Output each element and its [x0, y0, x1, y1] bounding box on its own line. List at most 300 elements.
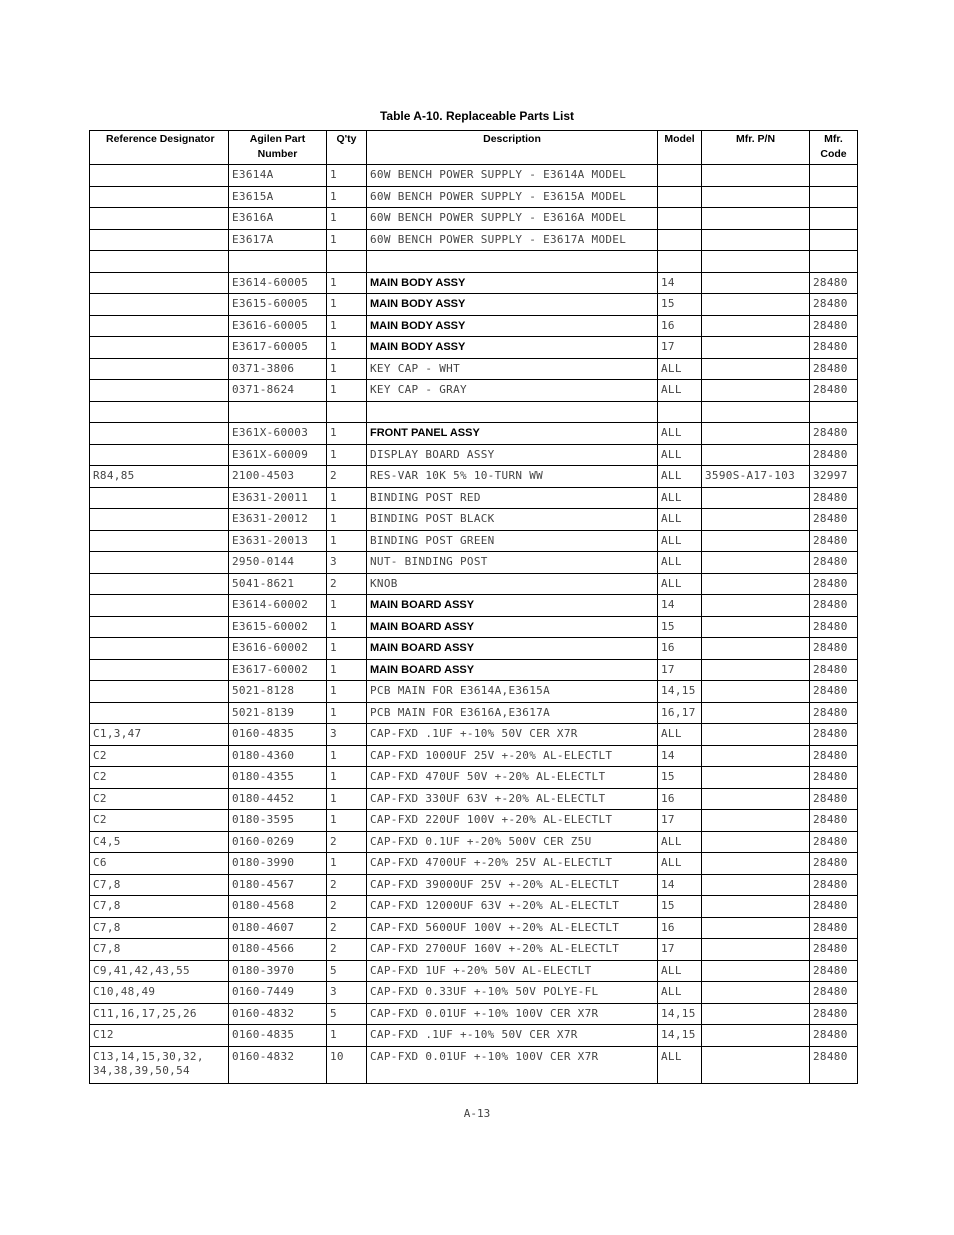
table-row — [90, 659, 858, 681]
cell-mfr-pn — [702, 208, 810, 230]
cell-description: CAP-FXD .1UF +-10% 50V CER X7R — [367, 724, 658, 746]
cell-reference-designator: C10,48,49 — [90, 982, 229, 1004]
cell-part-number: E3617-60002 — [229, 659, 327, 681]
cell-reference-designator: C2 — [90, 788, 229, 810]
cell-qty: 1 — [327, 423, 367, 445]
cell-mfr-code: 28480 — [810, 702, 858, 724]
cell-model: 14,15 — [658, 681, 702, 703]
cell-description: 60W BENCH POWER SUPPLY - E3617A MODEL — [367, 229, 658, 251]
table-row — [90, 853, 858, 875]
cell-qty: 2 — [327, 831, 367, 853]
cell-model: ALL — [658, 1046, 702, 1083]
cell-qty: 1 — [327, 659, 367, 681]
table-row — [90, 939, 858, 961]
cell-mfr-pn — [702, 810, 810, 832]
cell-reference-designator — [90, 444, 229, 466]
cell-qty: 1 — [327, 487, 367, 509]
cell-part-number: 0180-4355 — [229, 767, 327, 789]
cell-model: ALL — [658, 982, 702, 1004]
cell-model: 14,15 — [658, 1003, 702, 1025]
cell-qty: 1 — [327, 702, 367, 724]
cell-mfr-pn — [702, 595, 810, 617]
cell-description: 60W BENCH POWER SUPPLY - E3615A MODEL — [367, 186, 658, 208]
cell-mfr-pn — [702, 509, 810, 531]
header-mfr-pn: Mfr. P/N — [702, 131, 810, 165]
cell-description: RES-VAR 10K 5% 10-TURN WW — [367, 466, 658, 488]
cell-part-number: 5021-8128 — [229, 681, 327, 703]
cell-mfr-pn — [702, 788, 810, 810]
header-model: Model — [658, 131, 702, 165]
cell-reference-designator — [90, 595, 229, 617]
cell-mfr-pn — [702, 315, 810, 337]
cell-reference-designator — [90, 380, 229, 402]
cell-reference-designator — [90, 165, 229, 187]
cell-description: BINDING POST BLACK — [367, 509, 658, 531]
cell-model: 17 — [658, 810, 702, 832]
table-row — [90, 509, 858, 531]
cell-mfr-pn — [702, 487, 810, 509]
cell-description: MAIN BOARD ASSY — [367, 659, 658, 681]
cell-model: 16,17 — [658, 702, 702, 724]
cell-model: ALL — [658, 423, 702, 445]
cell-part-number — [229, 251, 327, 273]
cell-mfr-pn — [702, 702, 810, 724]
cell-model: 15 — [658, 294, 702, 316]
cell-mfr-pn — [702, 1046, 810, 1083]
table-row — [90, 573, 858, 595]
cell-mfr-code: 28480 — [810, 896, 858, 918]
cell-mfr-code: 28480 — [810, 272, 858, 294]
cell-part-number: E3614A — [229, 165, 327, 187]
cell-description — [367, 251, 658, 273]
cell-model: ALL — [658, 853, 702, 875]
cell-description: BINDING POST GREEN — [367, 530, 658, 552]
table-row — [90, 358, 858, 380]
cell-description: CAP-FXD 5600UF 100V +-20% AL-ELECTLT — [367, 917, 658, 939]
cell-qty: 1 — [327, 616, 367, 638]
cell-mfr-pn — [702, 831, 810, 853]
cell-mfr-pn — [702, 1025, 810, 1047]
table-row — [90, 1046, 858, 1083]
cell-qty: 2 — [327, 874, 367, 896]
cell-mfr-code: 28480 — [810, 616, 858, 638]
table-row — [90, 874, 858, 896]
cell-reference-designator: R84,85 — [90, 466, 229, 488]
table-row — [90, 186, 858, 208]
header-reference-designator: Reference Designator — [90, 131, 229, 165]
cell-model: 14 — [658, 874, 702, 896]
cell-part-number: E3617A — [229, 229, 327, 251]
cell-qty: 5 — [327, 960, 367, 982]
cell-model: ALL — [658, 444, 702, 466]
table-row — [90, 487, 858, 509]
cell-model — [658, 229, 702, 251]
table-row — [90, 638, 858, 660]
cell-description: MAIN BODY ASSY — [367, 337, 658, 359]
table-row — [90, 982, 858, 1004]
cell-model: 14 — [658, 272, 702, 294]
cell-qty: 1 — [327, 1025, 367, 1047]
cell-mfr-code: 32997 — [810, 466, 858, 488]
cell-model: 14 — [658, 745, 702, 767]
cell-mfr-pn — [702, 939, 810, 961]
cell-reference-designator: C7,8 — [90, 874, 229, 896]
cell-part-number: 0180-3970 — [229, 960, 327, 982]
cell-part-number: E3615A — [229, 186, 327, 208]
cell-description: CAP-FXD .1UF +-10% 50V CER X7R — [367, 1025, 658, 1047]
cell-mfr-code — [810, 229, 858, 251]
cell-qty — [327, 401, 367, 423]
cell-mfr-code: 28480 — [810, 1046, 858, 1083]
cell-part-number: E3614-60002 — [229, 595, 327, 617]
table-title: Table A-10. Replaceable Parts List — [379, 109, 575, 123]
cell-model: 15 — [658, 767, 702, 789]
cell-description: CAP-FXD 330UF 63V +-20% AL-ELECTLT — [367, 788, 658, 810]
cell-model — [658, 401, 702, 423]
cell-reference-designator — [90, 401, 229, 423]
header-mfr-code: Mfr. Code — [810, 131, 858, 165]
cell-mfr-code: 28480 — [810, 638, 858, 660]
cell-qty: 3 — [327, 982, 367, 1004]
cell-qty: 1 — [327, 272, 367, 294]
cell-reference-designator: C13,14,15,30,32, 34,38,39,50,54 — [90, 1046, 229, 1083]
table-row — [90, 380, 858, 402]
cell-qty: 1 — [327, 638, 367, 660]
cell-mfr-code — [810, 165, 858, 187]
cell-reference-designator — [90, 337, 229, 359]
cell-description: MAIN BODY ASSY — [367, 315, 658, 337]
cell-description: CAP-FXD 39000UF 25V +-20% AL-ELECTLT — [367, 874, 658, 896]
cell-reference-designator — [90, 229, 229, 251]
cell-mfr-pn — [702, 229, 810, 251]
table-row — [90, 960, 858, 982]
cell-mfr-code: 28480 — [810, 1025, 858, 1047]
cell-qty: 1 — [327, 810, 367, 832]
cell-part-number: 5041-8621 — [229, 573, 327, 595]
cell-description: CAP-FXD 0.33UF +-10% 50V POLYE-FL — [367, 982, 658, 1004]
cell-model: ALL — [658, 831, 702, 853]
cell-mfr-code: 28480 — [810, 444, 858, 466]
cell-part-number: E3615-60002 — [229, 616, 327, 638]
cell-part-number: 0160-4835 — [229, 1025, 327, 1047]
cell-part-number: E3631-20013 — [229, 530, 327, 552]
cell-mfr-code: 28480 — [810, 530, 858, 552]
cell-model: 17 — [658, 337, 702, 359]
cell-mfr-pn — [702, 552, 810, 574]
header-qty: Q'ty — [327, 131, 367, 165]
cell-mfr-code: 28480 — [810, 810, 858, 832]
cell-description: FRONT PANEL ASSY — [367, 423, 658, 445]
cell-model: 16 — [658, 788, 702, 810]
cell-qty: 1 — [327, 186, 367, 208]
cell-mfr-code: 28480 — [810, 982, 858, 1004]
table-row — [90, 681, 858, 703]
cell-model: 17 — [658, 939, 702, 961]
cell-mfr-pn — [702, 767, 810, 789]
cell-mfr-pn — [702, 165, 810, 187]
cell-mfr-pn — [702, 186, 810, 208]
cell-description: NUT- BINDING POST — [367, 552, 658, 574]
cell-mfr-pn — [702, 874, 810, 896]
cell-mfr-pn — [702, 982, 810, 1004]
cell-model: 17 — [658, 659, 702, 681]
cell-qty: 3 — [327, 552, 367, 574]
cell-description: PCB MAIN FOR E3616A,E3617A — [367, 702, 658, 724]
cell-mfr-code: 28480 — [810, 681, 858, 703]
cell-qty: 1 — [327, 337, 367, 359]
page-number: A-13 — [463, 1107, 491, 1120]
header-description: Description — [367, 131, 658, 165]
cell-model: ALL — [658, 530, 702, 552]
cell-mfr-pn — [702, 638, 810, 660]
cell-mfr-code: 28480 — [810, 315, 858, 337]
cell-reference-designator — [90, 509, 229, 531]
cell-description — [367, 401, 658, 423]
cell-reference-designator — [90, 573, 229, 595]
cell-model: ALL — [658, 573, 702, 595]
cell-mfr-code: 28480 — [810, 831, 858, 853]
table-row — [90, 1025, 858, 1047]
cell-part-number: 0180-4607 — [229, 917, 327, 939]
cell-reference-designator: C1,3,47 — [90, 724, 229, 746]
cell-model: 16 — [658, 638, 702, 660]
cell-part-number: 0180-4567 — [229, 874, 327, 896]
table-row — [90, 208, 858, 230]
cell-mfr-code: 28480 — [810, 917, 858, 939]
cell-qty: 1 — [327, 853, 367, 875]
cell-mfr-code: 28480 — [810, 552, 858, 574]
cell-reference-designator — [90, 358, 229, 380]
cell-part-number: 0160-7449 — [229, 982, 327, 1004]
cell-qty: 1 — [327, 380, 367, 402]
table-row — [90, 294, 858, 316]
cell-mfr-pn — [702, 724, 810, 746]
cell-part-number: E3631-20012 — [229, 509, 327, 531]
cell-description: KEY CAP - GRAY — [367, 380, 658, 402]
cell-description: CAP-FXD 470UF 50V +-20% AL-ELECTLT — [367, 767, 658, 789]
cell-model — [658, 251, 702, 273]
cell-qty: 2 — [327, 573, 367, 595]
cell-qty: 1 — [327, 315, 367, 337]
cell-reference-designator — [90, 552, 229, 574]
cell-mfr-pn — [702, 681, 810, 703]
cell-part-number: 0180-3990 — [229, 853, 327, 875]
cell-reference-designator — [90, 638, 229, 660]
cell-mfr-pn — [702, 444, 810, 466]
cell-mfr-code: 28480 — [810, 487, 858, 509]
cell-mfr-pn — [702, 960, 810, 982]
cell-mfr-pn — [702, 251, 810, 273]
cell-part-number: 0371-8624 — [229, 380, 327, 402]
cell-part-number: 5021-8139 — [229, 702, 327, 724]
cell-qty: 1 — [327, 509, 367, 531]
cell-reference-designator: C6 — [90, 853, 229, 875]
cell-mfr-pn — [702, 659, 810, 681]
cell-mfr-pn — [702, 272, 810, 294]
cell-part-number: E3616-60002 — [229, 638, 327, 660]
table-row — [90, 917, 858, 939]
cell-description: PCB MAIN FOR E3614A,E3615A — [367, 681, 658, 703]
table-row — [90, 272, 858, 294]
cell-model: ALL — [658, 724, 702, 746]
cell-mfr-code: 28480 — [810, 724, 858, 746]
cell-qty: 1 — [327, 788, 367, 810]
cell-mfr-code: 28480 — [810, 939, 858, 961]
cell-qty: 2 — [327, 896, 367, 918]
table-row — [90, 229, 858, 251]
cell-reference-designator: C2 — [90, 767, 229, 789]
cell-part-number: 0180-4566 — [229, 939, 327, 961]
cell-reference-designator — [90, 251, 229, 273]
cell-qty: 3 — [327, 724, 367, 746]
cell-qty: 2 — [327, 939, 367, 961]
cell-model: ALL — [658, 380, 702, 402]
table-row — [90, 724, 858, 746]
cell-description: 60W BENCH POWER SUPPLY - E3614A MODEL — [367, 165, 658, 187]
cell-reference-designator: C7,8 — [90, 896, 229, 918]
cell-mfr-code: 28480 — [810, 788, 858, 810]
cell-mfr-code: 28480 — [810, 960, 858, 982]
cell-qty — [327, 251, 367, 273]
cell-mfr-code: 28480 — [810, 767, 858, 789]
cell-reference-designator — [90, 530, 229, 552]
cell-part-number: 0180-3595 — [229, 810, 327, 832]
cell-part-number: E361X-60009 — [229, 444, 327, 466]
cell-model: ALL — [658, 487, 702, 509]
cell-part-number: 0180-4360 — [229, 745, 327, 767]
cell-qty: 1 — [327, 530, 367, 552]
table-row — [90, 423, 858, 445]
table-row — [90, 165, 858, 187]
cell-model — [658, 165, 702, 187]
cell-description: KEY CAP - WHT — [367, 358, 658, 380]
cell-part-number: 0160-4832 — [229, 1003, 327, 1025]
cell-reference-designator — [90, 315, 229, 337]
header-row — [90, 131, 858, 165]
cell-qty: 2 — [327, 466, 367, 488]
cell-model: ALL — [658, 466, 702, 488]
table-row — [90, 530, 858, 552]
table-row — [90, 831, 858, 853]
cell-description: MAIN BODY ASSY — [367, 294, 658, 316]
cell-part-number: 0160-0269 — [229, 831, 327, 853]
cell-model: 14,15 — [658, 1025, 702, 1047]
table-row — [90, 337, 858, 359]
cell-reference-designator — [90, 681, 229, 703]
table-row — [90, 788, 858, 810]
cell-reference-designator: C7,8 — [90, 917, 229, 939]
cell-mfr-pn — [702, 853, 810, 875]
cell-reference-designator — [90, 659, 229, 681]
cell-model: 16 — [658, 315, 702, 337]
cell-mfr-code — [810, 186, 858, 208]
cell-mfr-code: 28480 — [810, 595, 858, 617]
cell-qty: 1 — [327, 358, 367, 380]
cell-part-number: 0160-4835 — [229, 724, 327, 746]
cell-model: 16 — [658, 917, 702, 939]
cell-description: MAIN BODY ASSY — [367, 272, 658, 294]
cell-part-number: E3631-20011 — [229, 487, 327, 509]
cell-mfr-pn — [702, 423, 810, 445]
cell-description: MAIN BOARD ASSY — [367, 616, 658, 638]
cell-description: CAP-FXD 1UF +-20% 50V AL-ELECTLT — [367, 960, 658, 982]
cell-description: CAP-FXD 220UF 100V +-20% AL-ELECTLT — [367, 810, 658, 832]
cell-reference-designator — [90, 186, 229, 208]
cell-part-number: E361X-60003 — [229, 423, 327, 445]
cell-part-number: 2950-0144 — [229, 552, 327, 574]
cell-description: KNOB — [367, 573, 658, 595]
table-row — [90, 745, 858, 767]
cell-reference-designator — [90, 423, 229, 445]
cell-reference-designator — [90, 616, 229, 638]
cell-qty: 5 — [327, 1003, 367, 1025]
cell-part-number: E3614-60005 — [229, 272, 327, 294]
parts-table — [89, 130, 858, 1084]
cell-reference-designator: C7,8 — [90, 939, 229, 961]
table-row — [90, 702, 858, 724]
cell-mfr-pn — [702, 1003, 810, 1025]
cell-mfr-pn — [702, 380, 810, 402]
cell-reference-designator: C2 — [90, 810, 229, 832]
table-row — [90, 401, 858, 423]
cell-reference-designator: C4,5 — [90, 831, 229, 853]
cell-part-number: E3617-60005 — [229, 337, 327, 359]
cell-mfr-pn — [702, 616, 810, 638]
cell-mfr-code — [810, 251, 858, 273]
cell-mfr-code: 28480 — [810, 337, 858, 359]
cell-mfr-pn — [702, 294, 810, 316]
cell-reference-designator — [90, 272, 229, 294]
table-row — [90, 810, 858, 832]
cell-mfr-pn — [702, 337, 810, 359]
cell-mfr-code: 28480 — [810, 294, 858, 316]
cell-reference-designator — [90, 208, 229, 230]
cell-description: DISPLAY BOARD ASSY — [367, 444, 658, 466]
cell-description: CAP-FXD 0.1UF +-20% 500V CER Z5U — [367, 831, 658, 853]
cell-mfr-code: 28480 — [810, 423, 858, 445]
cell-description: CAP-FXD 1000UF 25V +-20% AL-ELECTLT — [367, 745, 658, 767]
cell-description: CAP-FXD 2700UF 160V +-20% AL-ELECTLT — [367, 939, 658, 961]
table-row — [90, 251, 858, 273]
cell-part-number: E3615-60005 — [229, 294, 327, 316]
cell-description: MAIN BOARD ASSY — [367, 638, 658, 660]
cell-part-number: E3616A — [229, 208, 327, 230]
cell-model: ALL — [658, 960, 702, 982]
cell-reference-designator: C9,41,42,43,55 — [90, 960, 229, 982]
cell-qty: 1 — [327, 681, 367, 703]
cell-mfr-code: 28480 — [810, 509, 858, 531]
cell-part-number: 0160-4832 — [229, 1046, 327, 1083]
cell-description: CAP-FXD 0.01UF +-10% 100V CER X7R — [367, 1003, 658, 1025]
cell-reference-designator — [90, 702, 229, 724]
cell-reference-designator: C11,16,17,25,26 — [90, 1003, 229, 1025]
cell-model: ALL — [658, 358, 702, 380]
cell-part-number: 0180-4568 — [229, 896, 327, 918]
cell-description: CAP-FXD 12000UF 63V +-20% AL-ELECTLT — [367, 896, 658, 918]
parts-table-body — [90, 165, 858, 1084]
cell-reference-designator — [90, 294, 229, 316]
cell-qty: 1 — [327, 444, 367, 466]
cell-mfr-code: 28480 — [810, 874, 858, 896]
table-row — [90, 552, 858, 574]
cell-qty: 1 — [327, 208, 367, 230]
cell-description: CAP-FXD 4700UF +-20% 25V AL-ELECTLT — [367, 853, 658, 875]
cell-qty: 1 — [327, 767, 367, 789]
cell-mfr-code: 28480 — [810, 745, 858, 767]
cell-description: BINDING POST RED — [367, 487, 658, 509]
cell-mfr-code: 28480 — [810, 659, 858, 681]
cell-mfr-code: 28480 — [810, 1003, 858, 1025]
